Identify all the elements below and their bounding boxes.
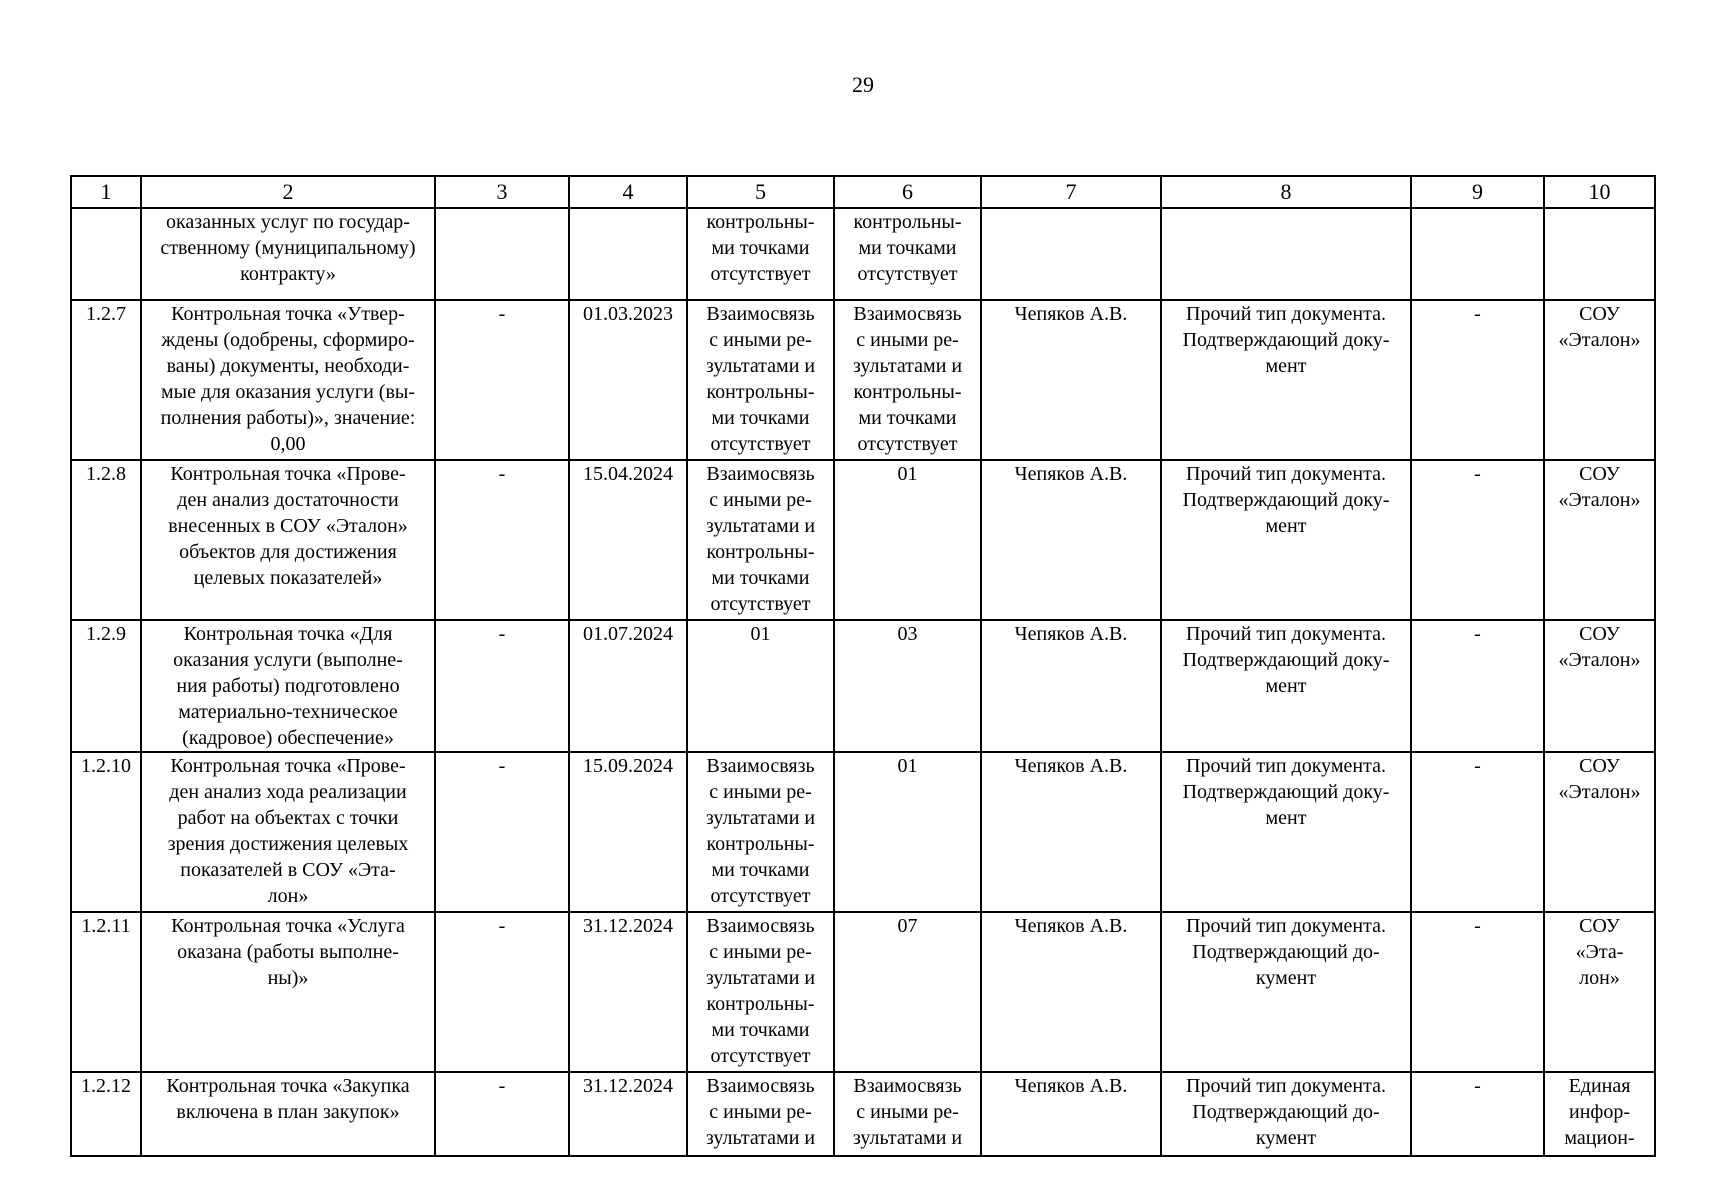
cell-text-line: оказания услуги (выполне- — [173, 649, 403, 671]
table-cell-col-9 — [1411, 208, 1544, 300]
table-cell-col-4 — [569, 620, 687, 752]
cell-text-line: Единая — [1568, 1075, 1631, 1097]
cell-text-line: Взаимосвязь — [706, 755, 815, 777]
cell-text-line: ми точками — [858, 237, 957, 259]
cell-text-line: мацион- — [1564, 1127, 1635, 1149]
table-cell-col-2 — [141, 460, 435, 620]
column-header-5: 5 — [687, 176, 834, 208]
cell-text-line: ден анализ достаточности — [177, 489, 399, 511]
table-cell-col-5 — [687, 208, 834, 300]
cell-text-line: - — [498, 463, 506, 485]
cell-text-line: материально-техническое — [178, 701, 398, 723]
table-cell-col-3 — [435, 460, 569, 620]
table-cell-col-6 — [834, 460, 981, 620]
cell-text-line: 1.2.8 — [86, 463, 126, 485]
cell-text-line: с иными ре- — [709, 941, 812, 963]
cell-text-line: 01.03.2023 — [583, 303, 673, 325]
cell-text-line: лон» — [1579, 967, 1620, 989]
cell-text-line: Прочий тип документа. — [1186, 303, 1386, 325]
cell-text-line: полнения работы)», значение: — [160, 407, 416, 429]
cell-text-line: ми точками — [858, 407, 957, 429]
cell-text-line: ственному (муниципальному) — [160, 237, 416, 259]
cell-text-line: отсутствует — [710, 885, 811, 907]
cell-text-line: зультатами и — [705, 807, 816, 829]
cell-text-line: 1.2.9 — [86, 623, 126, 645]
cell-text-line: Подтверждающий доку- — [1182, 329, 1390, 351]
table-row — [71, 300, 1655, 460]
cell-text-line: СОУ — [1579, 755, 1620, 777]
cell-text-line: ваны) документы, необходи- — [166, 355, 410, 377]
cell-text-line: 15.04.2024 — [583, 463, 673, 485]
cell-text-line: Подтверждающий доку- — [1182, 649, 1390, 671]
cell-text-line: Контрольная точка «Услуга — [171, 915, 405, 937]
table-cell-col-7 — [981, 300, 1161, 460]
cell-text-line: ны)» — [267, 967, 309, 989]
table-cell-col-9 — [1411, 620, 1544, 752]
column-header-8: 8 — [1161, 176, 1411, 208]
table-cell-col-1 — [71, 912, 141, 1072]
table-cell-col-5 — [687, 620, 834, 752]
cell-text-line: зультатами и — [705, 967, 816, 989]
table-cell-col-2 — [141, 1072, 435, 1156]
table-cell-col-1 — [71, 1072, 141, 1156]
cell-text-line: с иными ре- — [709, 489, 812, 511]
table-cell-col-3 — [435, 912, 569, 1072]
table-cell-col-8 — [1161, 300, 1411, 460]
cell-text-line: - — [498, 755, 506, 777]
cell-text-line: Взаимосвязь — [706, 1075, 815, 1097]
cell-text-line: «Эта- — [1575, 941, 1624, 963]
table-cell-col-10 — [1544, 208, 1655, 300]
cell-text-line: Чепяков А.В. — [1014, 755, 1128, 777]
table-cell-col-4 — [569, 752, 687, 912]
cell-text-line: Взаимосвязь — [853, 303, 962, 325]
cell-text-line: Подтверждающий до- — [1192, 941, 1380, 963]
table-cell-col-2 — [141, 300, 435, 460]
cell-text-line: контрольны- — [706, 211, 815, 233]
cell-text-line: мент — [1265, 355, 1307, 377]
table-cell-col-9 — [1411, 912, 1544, 1072]
cell-text-line: отсутствует — [857, 433, 958, 455]
cell-text-line: с иными ре- — [856, 329, 959, 351]
cell-text-line: 01 — [897, 463, 918, 485]
cell-text-line: Чепяков А.В. — [1014, 915, 1128, 937]
cell-text-line: мые для оказания услуги (вы- — [161, 381, 415, 403]
table-cell-col-6 — [834, 620, 981, 752]
cell-text-line: - — [498, 623, 506, 645]
cell-text-line: Взаимосвязь — [706, 463, 815, 485]
table-cell-col-3 — [435, 208, 569, 300]
table-cell-col-10 — [1544, 460, 1655, 620]
cell-text-line: контрольны- — [706, 381, 815, 403]
column-header-10: 10 — [1544, 176, 1655, 208]
column-header-3: 3 — [435, 176, 569, 208]
cell-text-line: СОУ — [1579, 623, 1620, 645]
column-header-4: 4 — [569, 176, 687, 208]
cell-text-line: - — [1474, 755, 1481, 777]
cell-text-line: СОУ — [1579, 303, 1620, 325]
cell-text-line: - — [498, 303, 506, 325]
cell-text-line: - — [1474, 463, 1481, 485]
table-cell-col-7 — [981, 752, 1161, 912]
table-cell-col-6 — [834, 1072, 981, 1156]
table-cell-col-9 — [1411, 460, 1544, 620]
table-cell-col-1 — [71, 752, 141, 912]
table-row — [71, 460, 1655, 620]
cell-text-line: зультатами и — [852, 1127, 963, 1149]
cell-text-line: Прочий тип документа. — [1186, 623, 1386, 645]
cell-text-line: Контрольная точка «Закупка — [166, 1075, 410, 1097]
column-header-7: 7 — [981, 176, 1161, 208]
cell-text-line: зультатами и — [705, 355, 816, 377]
cell-text-line: 1.2.10 — [81, 755, 131, 777]
cell-text-line: отсутствует — [710, 433, 811, 455]
cell-text-line: 01 — [750, 623, 771, 645]
cell-text-line: оказана (работы выполне- — [177, 941, 399, 963]
page-number: 29 — [852, 72, 874, 97]
cell-text-line: мент — [1265, 675, 1307, 697]
cell-text-line: контрольны- — [853, 211, 962, 233]
table-cell-col-9 — [1411, 300, 1544, 460]
cell-text-line: зультатами и — [852, 355, 963, 377]
cell-text-line: с иными ре- — [709, 781, 812, 803]
table-cell-col-7 — [981, 460, 1161, 620]
cell-text-line: отсутствует — [710, 1045, 811, 1067]
cell-text-line: Чепяков А.В. — [1014, 303, 1128, 325]
cell-text-line: Контрольная точка «Утвер- — [171, 303, 405, 325]
cell-text-line: 03 — [897, 623, 918, 645]
cell-text-line: с иными ре- — [709, 1101, 812, 1123]
cell-text-line: с иными ре- — [856, 1101, 959, 1123]
cell-text-line: кумент — [1255, 1127, 1317, 1149]
cell-text-line: - — [1474, 303, 1481, 325]
table-row — [71, 208, 1655, 300]
cell-text-line: СОУ — [1579, 915, 1620, 937]
cell-text-line: Прочий тип документа. — [1186, 755, 1386, 777]
table-row — [71, 752, 1655, 912]
cell-text-line: 15.09.2024 — [583, 755, 673, 777]
cell-text-line: объектов для достижения — [179, 541, 397, 563]
table-cell-col-3 — [435, 620, 569, 752]
column-header-9: 9 — [1411, 176, 1544, 208]
cell-text-line: 01 — [897, 755, 918, 777]
cell-text-line: «Эталон» — [1558, 649, 1641, 671]
cell-text-line: Взаимосвязь — [853, 1075, 962, 1097]
cell-text-line: - — [498, 915, 506, 937]
cell-text-line: 31.12.2024 — [583, 915, 673, 937]
table-cell-col-9 — [1411, 752, 1544, 912]
column-header-6: 6 — [834, 176, 981, 208]
cell-text-line: мент — [1265, 807, 1307, 829]
cell-text-line: Подтверждающий доку- — [1182, 489, 1390, 511]
cell-text-line: включена в план закупок» — [176, 1101, 400, 1123]
table-cell-col-8 — [1161, 208, 1411, 300]
table-cell-col-2 — [141, 208, 435, 300]
table-cell-col-3 — [435, 752, 569, 912]
cell-text-line: Чепяков А.В. — [1014, 1075, 1128, 1097]
table-cell-col-7 — [981, 208, 1161, 300]
table-cell-col-8 — [1161, 752, 1411, 912]
cell-text-line: целевых показателей» — [193, 567, 383, 589]
cell-text-line: с иными ре- — [709, 329, 812, 351]
table-row — [71, 912, 1655, 1072]
table-cell-col-1 — [71, 460, 141, 620]
table-cell-col-4 — [569, 208, 687, 300]
table-cell-col-2 — [141, 752, 435, 912]
column-header-2: 2 — [141, 176, 435, 208]
cell-text-line: Прочий тип документа. — [1186, 463, 1386, 485]
cell-text-line: СОУ — [1579, 463, 1620, 485]
cell-text-line: - — [498, 1075, 506, 1097]
cell-text-line: Взаимосвязь — [706, 303, 815, 325]
table-cell-col-10 — [1544, 752, 1655, 912]
cell-text-line: Чепяков А.В. — [1014, 463, 1128, 485]
table-body — [71, 208, 1655, 1156]
table-cell-col-9 — [1411, 1072, 1544, 1156]
table-cell-col-5 — [687, 300, 834, 460]
table-cell-col-7 — [981, 620, 1161, 752]
table-cell-col-4 — [569, 300, 687, 460]
cell-text-line: контрольны- — [706, 541, 815, 563]
table-cell-col-7 — [981, 1072, 1161, 1156]
cell-text-line: 1.2.11 — [81, 915, 131, 937]
table-cell-col-2 — [141, 912, 435, 1072]
cell-text-line: ми точками — [711, 859, 810, 881]
table-cell-col-4 — [569, 460, 687, 620]
cell-text-line: кумент — [1255, 967, 1317, 989]
column-header-1: 1 — [71, 176, 141, 208]
cell-text-line: показателей в СОУ «Эта- — [180, 859, 396, 881]
table-cell-col-5 — [687, 752, 834, 912]
cell-text-line: 07 — [897, 915, 918, 937]
cell-text-line: ми точками — [711, 1019, 810, 1041]
table-row — [71, 620, 1655, 752]
table-cell-col-8 — [1161, 1072, 1411, 1156]
cell-text-line: оказанных услуг по государ- — [166, 211, 410, 233]
cell-text-line: Взаимосвязь — [706, 915, 815, 937]
cell-text-line: - — [1474, 915, 1481, 937]
cell-text-line: отсутствует — [710, 593, 811, 615]
table-cell-col-1 — [71, 300, 141, 460]
table-cell-col-1 — [71, 620, 141, 752]
cell-text-line: зультатами и — [705, 515, 816, 537]
table-cell-col-10 — [1544, 912, 1655, 1072]
cell-text-line: ми точками — [711, 237, 810, 259]
cell-text-line: Чепяков А.В. — [1014, 623, 1128, 645]
cell-text-line: зрения достижения целевых — [167, 833, 409, 855]
cell-text-line: Прочий тип документа. — [1186, 915, 1386, 937]
header-row — [71, 176, 1655, 208]
cell-text-line: ждены (одобрены, сформиро- — [161, 329, 415, 351]
cell-text-line: внесенных в СОУ «Эталон» — [168, 515, 408, 537]
cell-text-line: контрольны- — [706, 833, 815, 855]
cell-text-line: Прочий тип документа. — [1186, 1075, 1386, 1097]
table-cell-col-3 — [435, 300, 569, 460]
table-cell-col-6 — [834, 912, 981, 1072]
cell-text-line: ми точками — [711, 567, 810, 589]
table-cell-col-8 — [1161, 460, 1411, 620]
cell-text-line: (кадровое) обеспечение» — [182, 727, 394, 749]
table-cell-col-10 — [1544, 620, 1655, 752]
table-cell-col-10 — [1544, 1072, 1655, 1156]
cell-text-line: мент — [1265, 515, 1307, 537]
cell-text-line: ден анализ хода реализации — [169, 781, 407, 803]
cell-text-line: «Эталон» — [1558, 489, 1641, 511]
cell-text-line: контракту» — [240, 263, 336, 285]
cell-text-line: ния работы) подготовлено — [176, 675, 400, 697]
cell-text-line: лон» — [267, 885, 309, 907]
cell-text-line: - — [1474, 623, 1481, 645]
cell-text-line: зультатами и — [705, 1127, 816, 1149]
cell-text-line: Контрольная точка «Для — [183, 623, 393, 645]
cell-text-line: отсутствует — [710, 263, 811, 285]
cell-text-line: инфор- — [1568, 1101, 1631, 1123]
cell-text-line: отсутствует — [857, 263, 958, 285]
table-cell-col-4 — [569, 912, 687, 1072]
cell-text-line: 31.12.2024 — [583, 1075, 673, 1097]
cell-text-line: 1.2.7 — [86, 303, 126, 325]
cell-text-line: 0,00 — [270, 433, 306, 455]
table-cell-col-8 — [1161, 912, 1411, 1072]
cell-text-line: Контрольная точка «Прове- — [170, 755, 406, 777]
cell-text-line: Подтверждающий до- — [1192, 1101, 1380, 1123]
cell-text-line: - — [1474, 1075, 1481, 1097]
table-cell-col-3 — [435, 1072, 569, 1156]
cell-text-line: 01.07.2024 — [583, 623, 673, 645]
table-cell-col-6 — [834, 752, 981, 912]
table-row — [71, 1072, 1655, 1156]
table-cell-col-5 — [687, 912, 834, 1072]
checkpoints-table — [70, 175, 1656, 1157]
cell-text-line: контрольны- — [853, 381, 962, 403]
table-cell-col-6 — [834, 300, 981, 460]
cell-text-line: работ на объектах с точки — [177, 807, 399, 829]
cell-text-line: «Эталон» — [1558, 781, 1641, 803]
cell-text-line: ми точками — [711, 407, 810, 429]
table-cell-col-10 — [1544, 300, 1655, 460]
table-cell-col-1 — [71, 208, 141, 300]
table-cell-col-8 — [1161, 620, 1411, 752]
cell-text-line: Контрольная точка «Прове- — [170, 463, 406, 485]
table-cell-col-6 — [834, 208, 981, 300]
table-cell-col-5 — [687, 1072, 834, 1156]
cell-text-line: 1.2.12 — [81, 1075, 131, 1097]
cell-text-line: Подтверждающий доку- — [1182, 781, 1390, 803]
table-cell-col-2 — [141, 620, 435, 752]
table-cell-col-4 — [569, 1072, 687, 1156]
table-cell-col-7 — [981, 912, 1161, 1072]
table-cell-col-5 — [687, 460, 834, 620]
cell-text-line: «Эталон» — [1558, 329, 1641, 351]
cell-text-line: контрольны- — [706, 993, 815, 1015]
